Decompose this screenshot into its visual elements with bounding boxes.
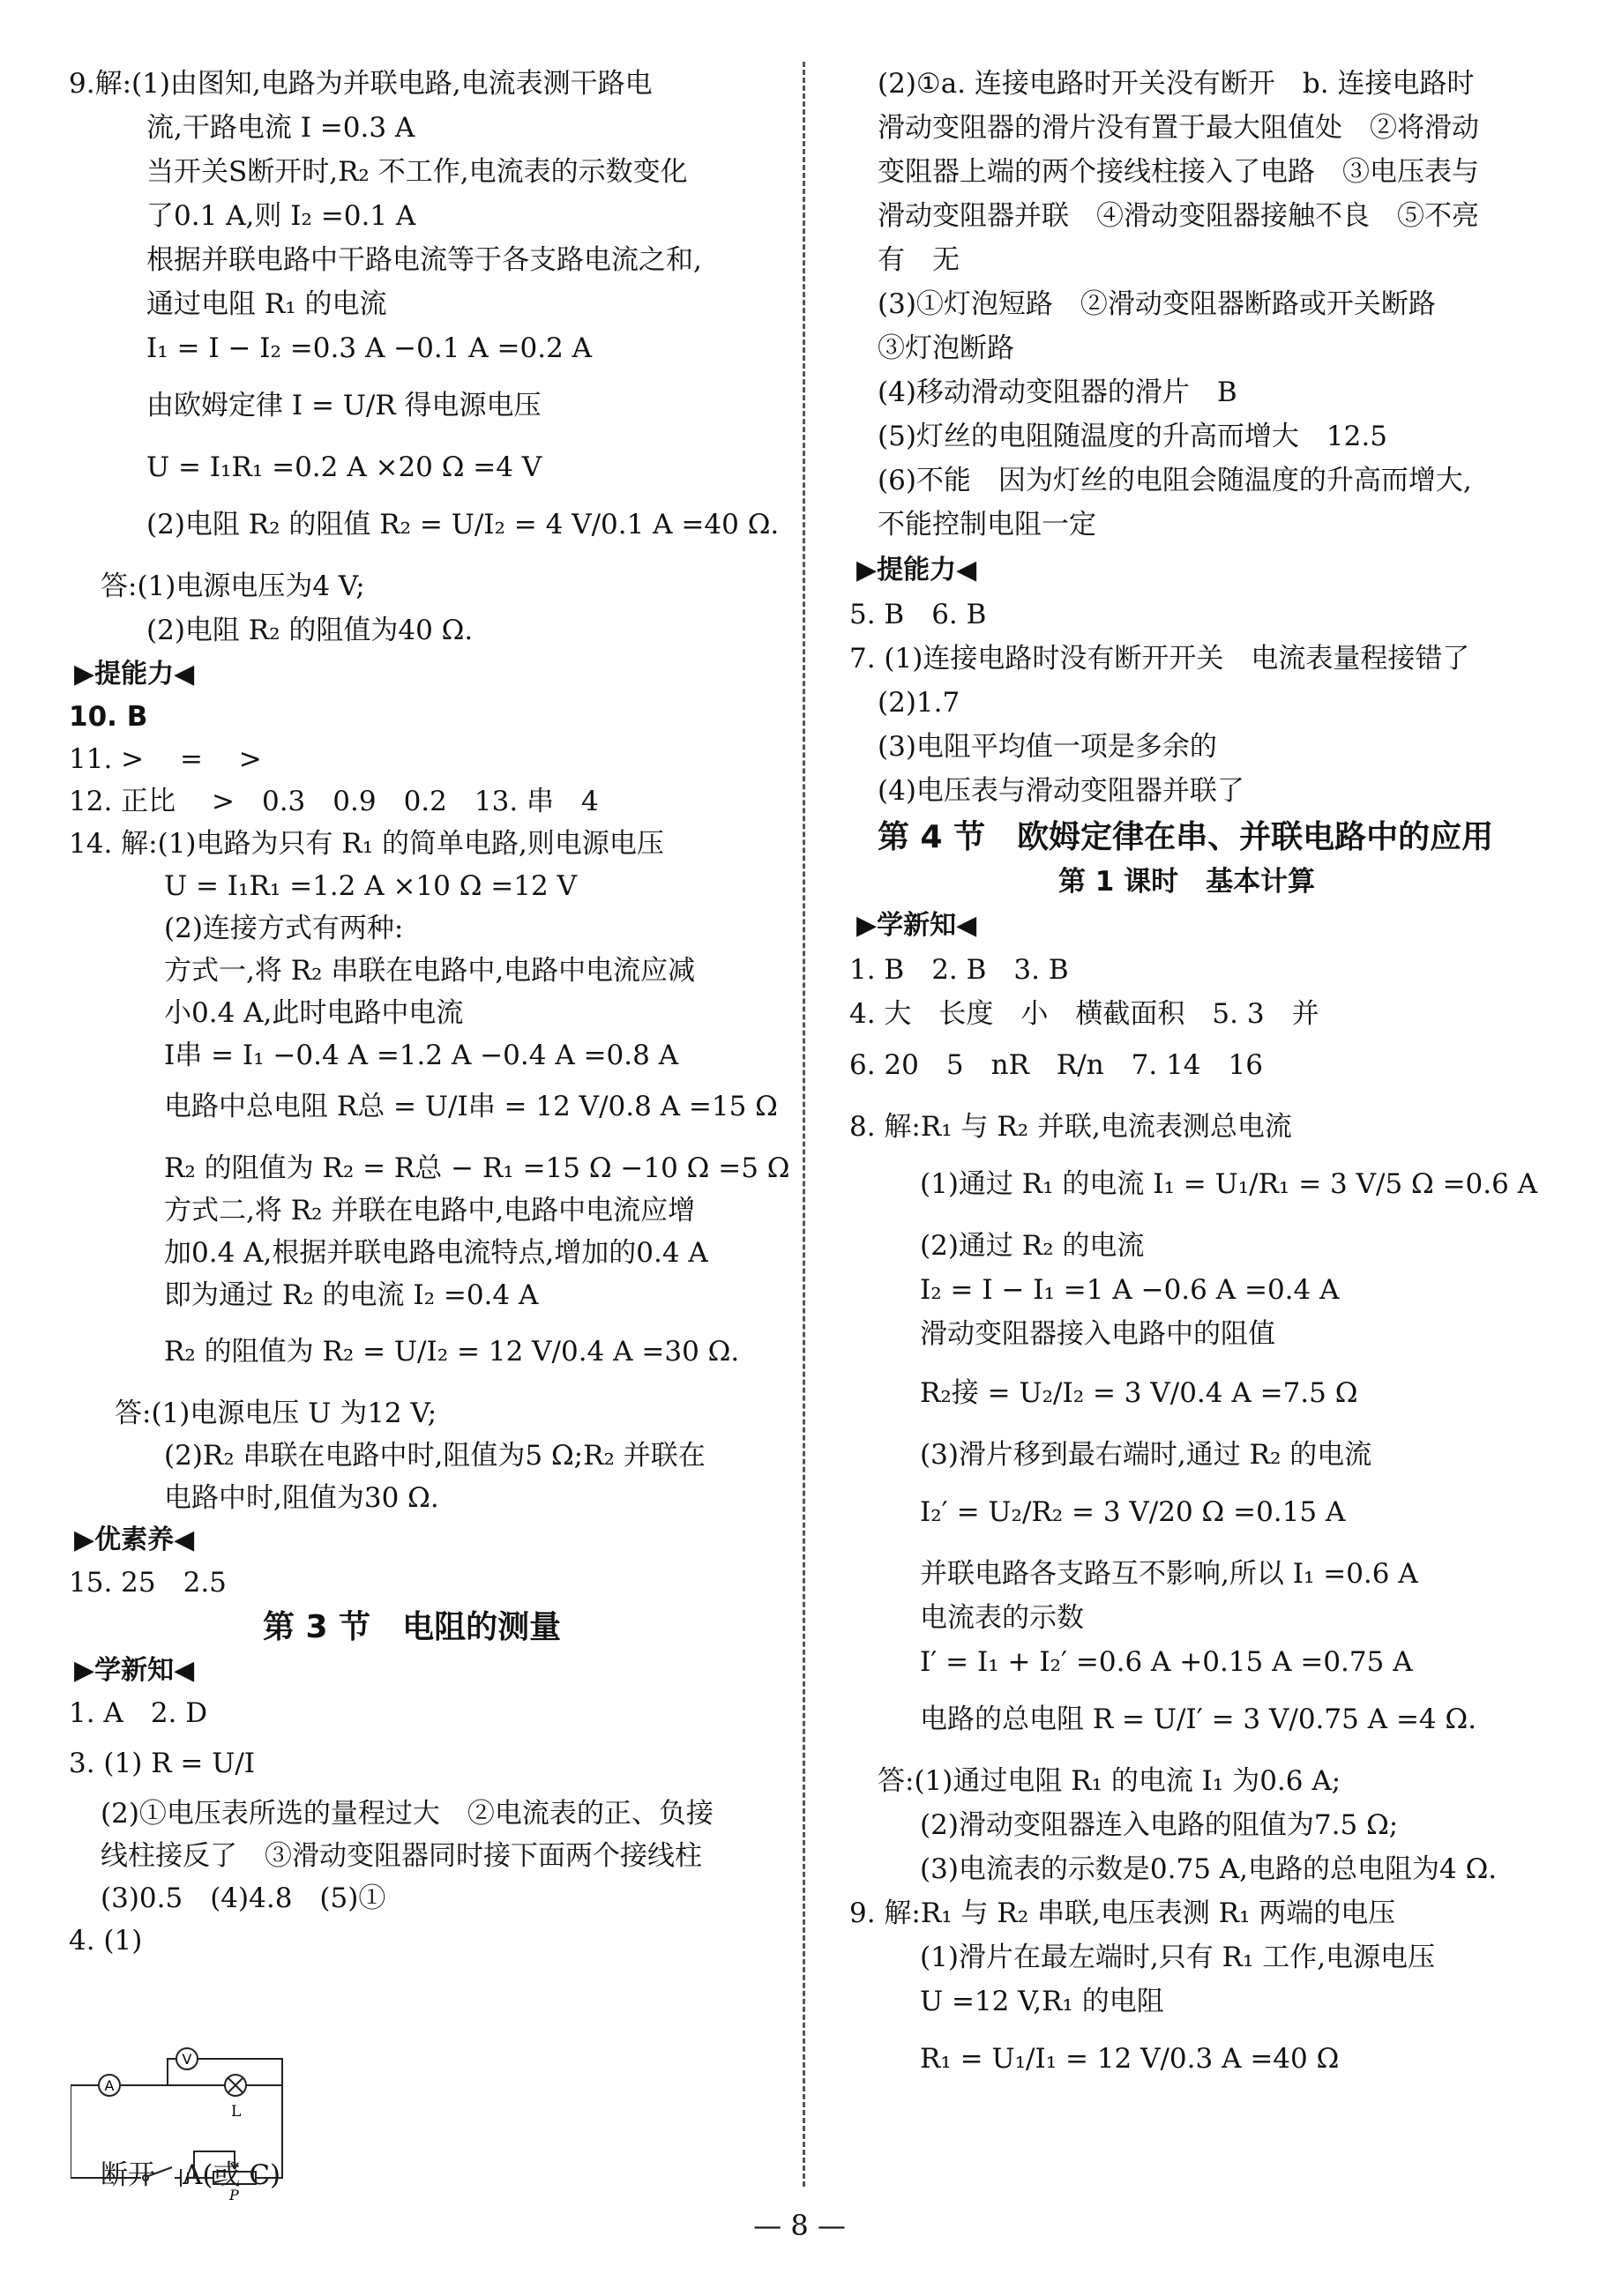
wire-voltmeter-left (168, 2059, 176, 2085)
left-text-line: ▶学新知◀ (74, 1655, 195, 1686)
left-text-line: (2)①电压表所选的量程过大 ②电流表的正、负接 (101, 1798, 714, 1830)
right-text-line: (2)1.7 (878, 687, 960, 719)
left-text-line: (2)电阻 R₂ 的阻值为40 Ω. (146, 615, 474, 646)
left-text-line: 即为通过 R₂ 的电流 I₂ =0.4 A (164, 1279, 539, 1311)
right-text-line: 电路的总电阻 R = U/I′ = 3 V/0.75 A =4 Ω. (920, 1703, 1477, 1735)
right-text-line: (3)①灯泡短路 ②滑动变阻器断路或开关断路 (878, 288, 1436, 320)
switch-arm (148, 2167, 172, 2176)
right-text-line: 1. B 2. B 3. B (849, 954, 1069, 986)
left-text-line: 10. B (69, 701, 148, 733)
right-text-line: 9. 解:R₁ 与 R₂ 串联,电压表测 R₁ 两端的电压 (849, 1897, 1396, 1929)
right-text-line: 答:(1)通过电阻 R₁ 的电流 I₁ 为0.6 A; (878, 1765, 1341, 1797)
left-text-line: 第 3 节 电阻的测量 (263, 1609, 562, 1645)
right-text-line: (3)电流表的示数是0.75 A,电路的总电阻为4 Ω. (920, 1853, 1498, 1885)
right-text-line: (1)滑片在最左端时,只有 R₁ 工作,电源电压 (920, 1942, 1436, 1973)
right-text-line: 5. B 6. B (849, 599, 987, 630)
right-text-line: R₂接 = U₂/I₂ = 3 V/0.4 A =7.5 Ω (920, 1377, 1358, 1409)
left-text-line: 断开 A(或 C) (101, 2159, 281, 2191)
right-text-line: R₁ = U₁/I₁ = 12 V/0.3 A =40 Ω (920, 2043, 1340, 2075)
left-text-line: R₂ 的阻值为 R₂ = R总 − R₁ =15 Ω −10 Ω =5 Ω (164, 1152, 790, 1184)
voltmeter-label: V (182, 2051, 192, 2068)
right-text-line: (3)电阻平均值一项是多余的 (878, 731, 1217, 763)
left-text-line: (2)电阻 R₂ 的阻值 R₂ = U/I₂ = 4 V/0.1 A =40 Ω. (146, 509, 780, 540)
left-text-line: ▶优素养◀ (74, 1524, 195, 1555)
right-text-line: ③灯泡断路 (878, 332, 1014, 364)
left-text-line: 加0.4 A,根据并联电路电流特点,增加的0.4 A (164, 1237, 708, 1269)
battery-icon (181, 2169, 188, 2187)
right-text-line: 6. 20 5 nR R/n 7. 14 16 (849, 1049, 1263, 1081)
left-text-line: R₂ 的阻值为 R₂ = U/I₂ = 12 V/0.4 A =30 Ω. (164, 1336, 740, 1368)
column-divider (803, 62, 805, 2187)
left-text-line: (3)0.5 (4)4.8 (5)① (101, 1882, 386, 1914)
right-text-line: 7. (1)连接电路时没有断开开关 电流表量程接错了 (849, 643, 1470, 675)
lamp-label: L (231, 2103, 242, 2121)
right-text-line: (6)不能 因为灯丝的电阻会随温度的升高而增大, (878, 465, 1472, 496)
right-text-line: 4. 大 长度 小 横截面积 5. 3 并 (849, 998, 1319, 1030)
wire-left (71, 2085, 141, 2178)
right-text-line: (2)通过 R₂ 的电流 (920, 1230, 1145, 1262)
left-text-line: 由欧姆定律 I = U/R 得电源电压 (146, 390, 542, 421)
left-text-line: 根据并联电路中干路电流等于各支路电流之和, (146, 244, 702, 276)
left-text-line: 当开关S断开时,R₂ 不工作,电流表的示数变化 (146, 156, 688, 188)
left-text-line: 了0.1 A,则 I₂ =0.1 A (146, 200, 416, 232)
right-text-line: I₂ = I − I₁ =1 A −0.6 A =0.4 A (920, 1274, 1340, 1306)
right-text-line: 第 4 节 欧姆定律在串、并联电路中的应用 (878, 819, 1494, 855)
left-text-line: (2)连接方式有两种: (164, 913, 404, 944)
right-text-line: 滑动变阻器并联 ④滑动变阻器接触不良 ⑤不亮 (878, 200, 1479, 232)
right-text-line: 并联电路各支路互不影响,所以 I₁ =0.6 A (920, 1558, 1418, 1590)
right-text-line: 有 无 (878, 244, 960, 276)
left-text-line: 答:(1)电源电压 U 为12 V; (115, 1398, 437, 1429)
right-text-line: ▶提能力◀ (856, 555, 977, 585)
right-text-line: 不能控制电阻一定 (878, 509, 1096, 540)
left-text-line: I₁ = I − I₂ =0.3 A −0.1 A =0.2 A (146, 332, 593, 364)
circuit-diagram (71, 2028, 388, 2200)
left-text-line: 15. 25 2.5 (69, 1567, 227, 1599)
right-text-line: 电流表的示数 (920, 1602, 1084, 1634)
left-text-line: 1. A 2. D (69, 1697, 208, 1729)
left-text-line: U = I₁R₁ =0.2 A ×20 Ω =4 V (146, 451, 542, 483)
right-text-line: (2)①a. 连接电路时开关没有断开 b. 连接电路时 (878, 68, 1475, 100)
right-text-line: 滑动变阻器接入电路中的阻值 (920, 1318, 1275, 1350)
right-text-line: 滑动变阻器的滑片没有置于最大阻值处 ②将滑动 (878, 112, 1479, 144)
right-text-line: 第 1 课时 基本计算 (1058, 866, 1316, 898)
left-text-line: 12. 正比 > 0.3 0.9 0.2 13. 串 4 (69, 786, 599, 817)
right-text-line: (1)通过 R₁ 的电流 I₁ = U₁/R₁ = 3 V/5 Ω =0.6 A (920, 1168, 1538, 1200)
right-text-line: 8. 解:R₁ 与 R₂ 并联,电流表测总电流 (849, 1111, 1292, 1143)
right-text-line: I′ = I₁ + I₂′ =0.6 A +0.15 A =0.75 A (920, 1646, 1413, 1678)
left-text-line: U = I₁R₁ =1.2 A ×10 Ω =12 V (164, 870, 577, 902)
left-text-line: 14. 解:(1)电路为只有 R₁ 的简单电路,则电源电压 (69, 828, 664, 860)
ammeter-label: A (104, 2077, 115, 2094)
left-text-line: 方式二,将 R₂ 并联在电路中,电路中电流应增 (164, 1195, 696, 1226)
left-text-line: 9.解:(1)由图知,电路为并联电路,电流表测干路电 (69, 68, 653, 100)
left-text-line: 3. (1) R = U/I (69, 1748, 256, 1779)
left-text-line: 方式一,将 R₂ 串联在电路中,电路中电流应减 (164, 955, 696, 987)
right-text-line: U =12 V,R₁ 的电阻 (920, 1986, 1164, 2017)
rheostat-body (213, 2172, 256, 2184)
switch-pivot (143, 2175, 148, 2180)
right-text-line: ▶学新知◀ (856, 910, 977, 941)
right-text-line: (5)灯丝的电阻随温度的升高而增大 12.5 (878, 421, 1387, 452)
left-text-line: 电路中总电阻 R总 = U/I串 = 12 V/0.8 A =15 Ω (164, 1091, 778, 1122)
left-text-line: 线柱接反了 ③滑动变阻器同时接下面两个接线柱 (101, 1840, 702, 1872)
page-number: — 8 — (753, 2209, 846, 2242)
right-text-line: 变阻器上端的两个接线柱接入了电路 ③电压表与 (878, 156, 1479, 188)
left-text-line: 11. > = > (69, 743, 262, 775)
left-text-line: ▶提能力◀ (74, 659, 195, 690)
right-text-line: (3)滑片移到最右端时,通过 R₂ 的电流 (920, 1439, 1372, 1471)
right-text-line: I₂′ = U₂/R₂ = 3 V/20 Ω =0.15 A (920, 1496, 1346, 1528)
left-text-line: 答:(1)电源电压为4 V; (101, 570, 365, 602)
right-text-line: (4)移动滑动变阻器的滑片 B (878, 376, 1237, 408)
left-text-line: I串 = I₁ −0.4 A =1.2 A −0.4 A =0.8 A (164, 1040, 679, 1071)
left-text-line: (2)R₂ 串联在电路中时,阻值为5 Ω;R₂ 并联在 (164, 1440, 706, 1472)
slider-label: P (229, 2187, 239, 2200)
left-text-line: 电路中时,阻值为30 Ω. (164, 1482, 439, 1514)
lamp-cross (228, 2078, 243, 2092)
left-text-line: 4. (1) (69, 1925, 143, 1957)
wire-right (246, 2085, 282, 2178)
left-text-line: 小0.4 A,此时电路中电流 (164, 997, 464, 1029)
left-text-line: 流,干路电流 I =0.3 A (146, 112, 415, 144)
left-text-line: 通过电阻 R₁ 的电流 (146, 288, 387, 320)
right-text-line: (4)电压表与滑动变阻器并联了 (878, 775, 1244, 807)
right-text-line: (2)滑动变阻器连入电路的阻值为7.5 Ω; (920, 1809, 1399, 1841)
